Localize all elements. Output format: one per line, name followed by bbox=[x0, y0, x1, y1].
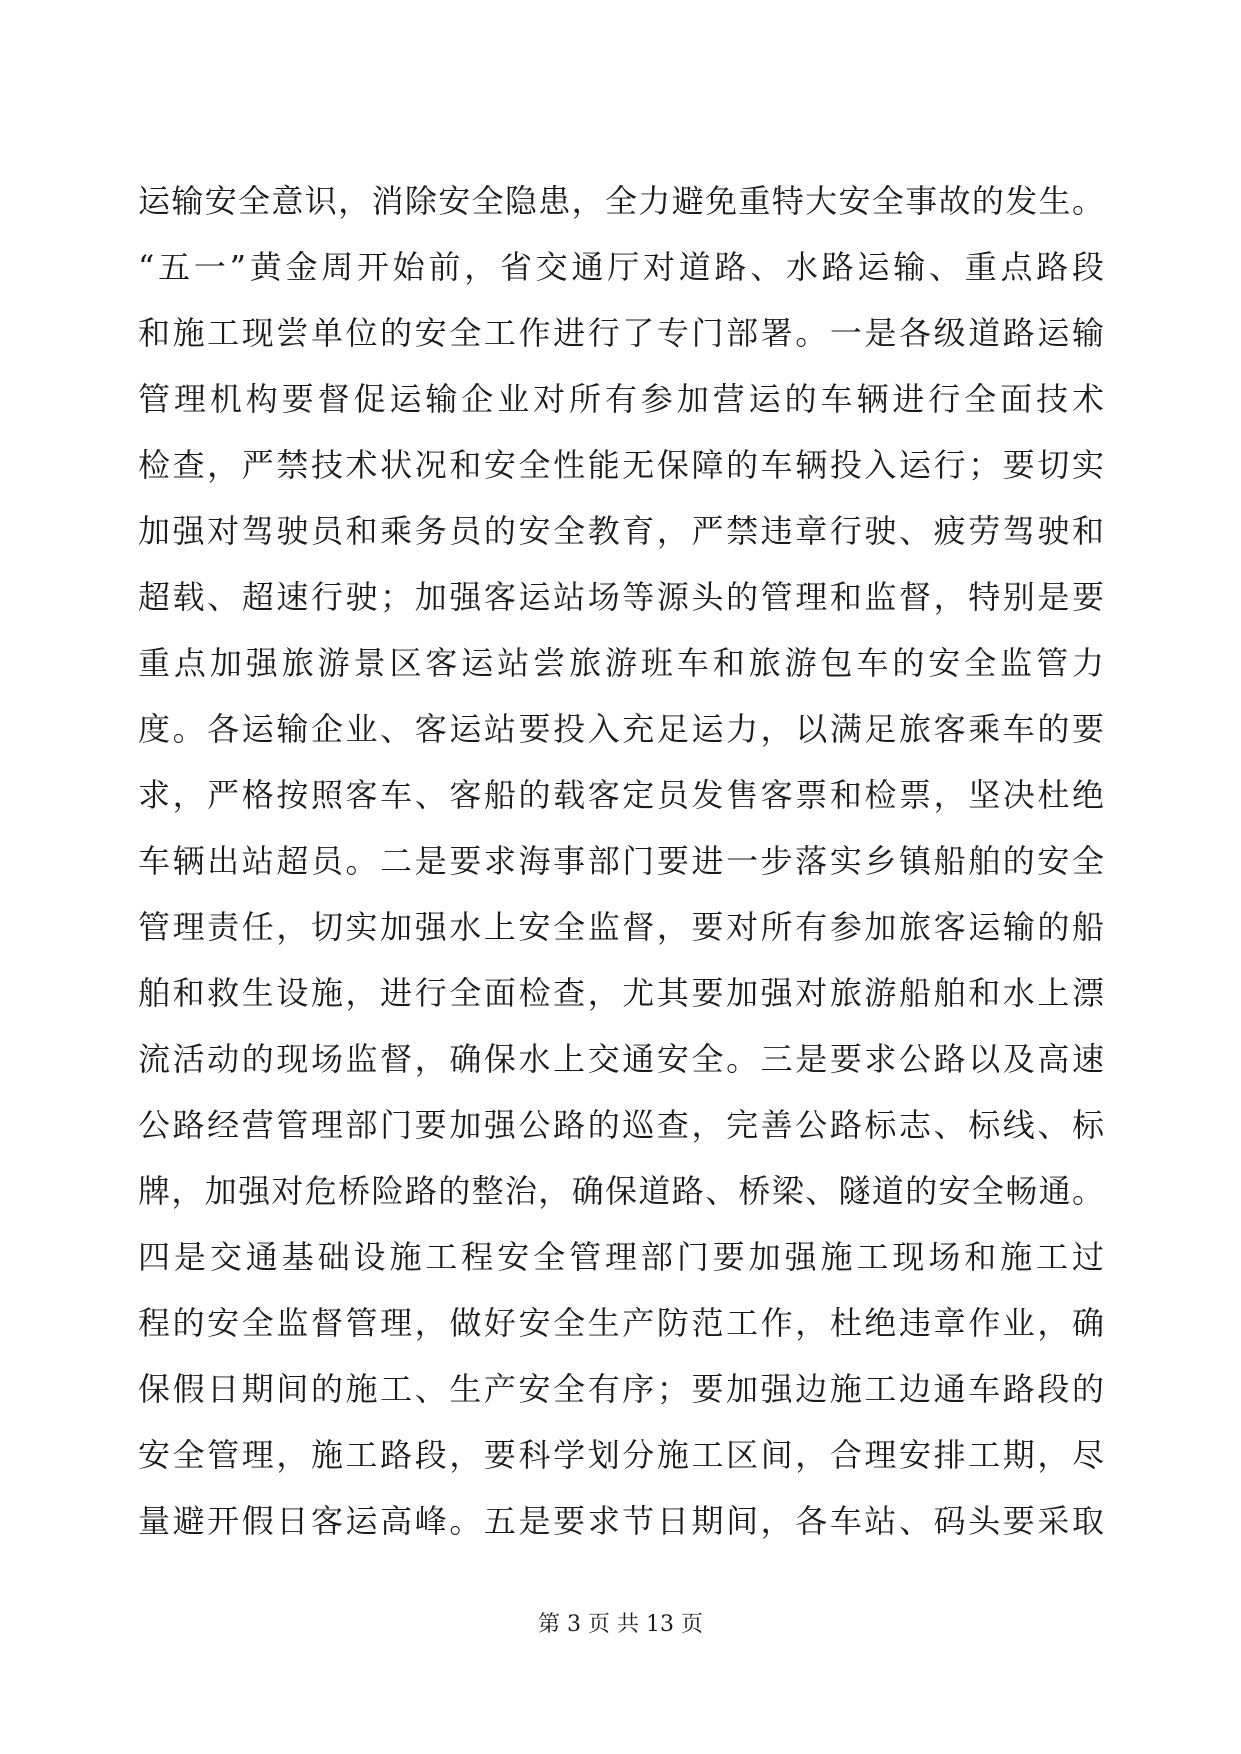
text-line: 和施工现尝单位的安全工作进行了专门部署。一是各级道路运输 bbox=[138, 314, 1104, 352]
text-line: 安全管理，施工路段，要科学划分施工区间，合理安排工期，尽 bbox=[138, 1436, 1104, 1474]
text-line: 流活动的现场监督，确保水上交通安全。三是要求公路以及高速 bbox=[138, 1040, 1104, 1078]
text-line: 车辆出站超员。二是要求海事部门要进一步落实乡镇船舶的安全 bbox=[138, 842, 1104, 880]
body-text bbox=[138, 168, 1104, 1554]
text-line: 四是交通基础设施工程安全管理部门要加强施工现场和施工过 bbox=[138, 1238, 1104, 1276]
text-line: 管理机构要督促运输企业对所有参加营运的车辆进行全面技术 bbox=[138, 380, 1104, 418]
text-line: 舶和救生设施，进行全面检查，尤其要加强对旅游船舶和水上漂 bbox=[138, 974, 1104, 1012]
text-line: 保假日期间的施工、生产安全有序；要加强边施工边通车路段的 bbox=[138, 1370, 1104, 1408]
text-line: 求，严格按照客车、客船的载客定员发售客票和检票，坚决杜绝 bbox=[138, 776, 1104, 814]
text-line: 超载、超速行驶；加强客运站场等源头的管理和监督，特别是要 bbox=[138, 578, 1104, 616]
text-line: 运输安全意识，消除安全隐患，全力避免重特大安全事故的发生。 bbox=[138, 182, 1104, 220]
text-line: 牌，加强对危桥险路的整治，确保道路、桥梁、隧道的安全畅通。 bbox=[138, 1172, 1104, 1210]
text-line: 管理责任，切实加强水上安全监督，要对所有参加旅客运输的船 bbox=[138, 908, 1104, 946]
text-line: 加强对驾驶员和乘务员的安全教育，严禁违章行驶、疲劳驾驶和 bbox=[138, 512, 1104, 550]
text-line: 重点加强旅游景区客运站尝旅游班车和旅游包车的安全监管力 bbox=[138, 644, 1104, 682]
text-line: “五一”黄金周开始前，省交通厅对道路、水路运输、重点路段 bbox=[138, 248, 1104, 286]
text-line: 量避开假日客运高峰。五是要求节日期间，各车站、码头要采取 bbox=[138, 1502, 1104, 1540]
text-line: 检查，严禁技术状况和安全性能无保障的车辆投入运行；要切实 bbox=[138, 446, 1104, 484]
page-footer: 第 3 页 共 13 页 bbox=[538, 1612, 703, 1637]
text-line: 度。各运输企业、客运站要投入充足运力，以满足旅客乘车的要 bbox=[138, 710, 1104, 748]
text-line: 程的安全监督管理，做好安全生产防范工作，杜绝违章作业，确 bbox=[138, 1304, 1104, 1342]
text-line: 公路经营管理部门要加强公路的巡查，完善公路标志、标线、标 bbox=[138, 1106, 1104, 1144]
